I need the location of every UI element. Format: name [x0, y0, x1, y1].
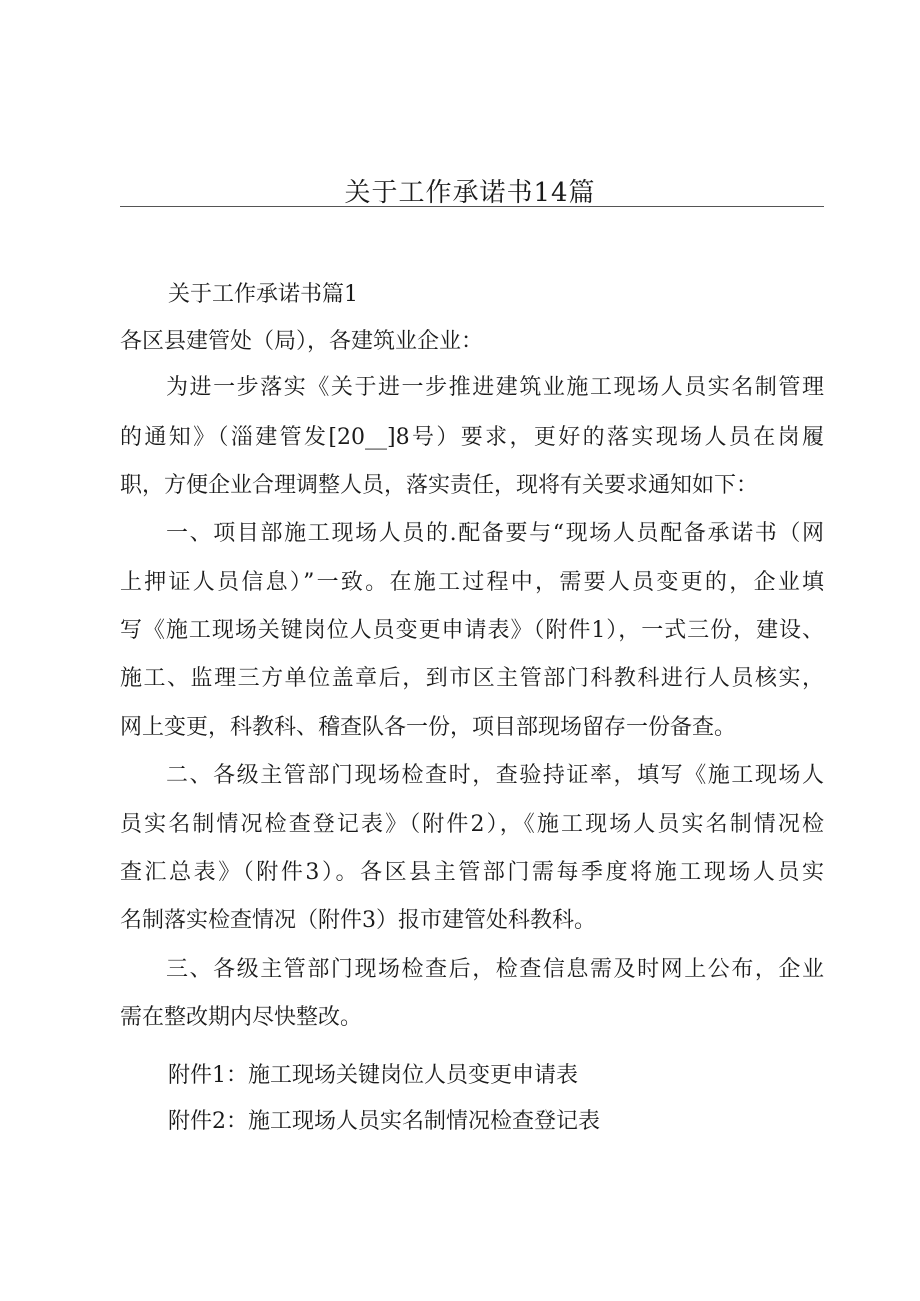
paragraph-3-line-1: 二、各级主管部门现场检查时，查验持证率，填写《施工现场人: [166, 763, 824, 788]
paragraph-1-line-1: 为进一步落实《关于进一步推进建筑业施工现场人员实名制管理: [166, 375, 824, 400]
paragraph-4-line-2: 需在整改期内尽快整改。: [120, 1005, 363, 1030]
paragraph-3-line-4: 名制落实检查情况（附件3）报市建管处科教科。: [120, 908, 596, 933]
attachment-1: 附件1：施工现场关键岗位人员变更申请表: [168, 1063, 578, 1088]
paragraph-3-line-2: 员实名制情况检查登记表》（附件2），《施工现场人员实名制情况检: [120, 812, 824, 837]
salutation: 各区县建管处（局），各建筑业企业：: [120, 329, 484, 354]
paragraph-1-line-3: 职，方便企业合理调整人员，落实责任，现将有关要求通知如下：: [120, 473, 759, 498]
document-title: 关于工作承诺书14篇: [344, 178, 596, 208]
paragraph-3-line-3: 查汇总表》（附件3）。各区县主管部门需每季度将施工现场人员实: [120, 860, 824, 885]
paragraph-2-line-1: 一、项目部施工现场人员的.配备要与“现场人员配备承诺书（网: [166, 521, 824, 546]
paragraph-2-line-3: 写《施工现场关键岗位人员变更申请表》（附件1），一式三份，建设、: [120, 618, 824, 643]
paragraph-1-line-2: 的通知》（淄建管发[20__]8号）要求，更好的落实现场人员在岗履: [120, 425, 824, 450]
paragraph-2-line-5: 网上变更，科教科、稽查队各一份，项目部现场留存一份备查。: [120, 715, 737, 740]
attachment-2: 附件2：施工现场人员实名制情况检查登记表: [168, 1109, 600, 1134]
title-underline: [120, 206, 824, 207]
paragraph-2-line-4: 施工、监理三方单位盖章后，到市区主管部门科教科进行人员核实，: [120, 666, 824, 691]
paragraph-4-line-1: 三、各级主管部门现场检查后，检查信息需及时网上公布，企业: [166, 957, 824, 982]
paragraph-2-line-2: 上押证人员信息）”一致。在施工过程中，需要人员变更的，企业填: [120, 570, 824, 595]
section-heading: 关于工作承诺书篇1: [168, 282, 358, 307]
